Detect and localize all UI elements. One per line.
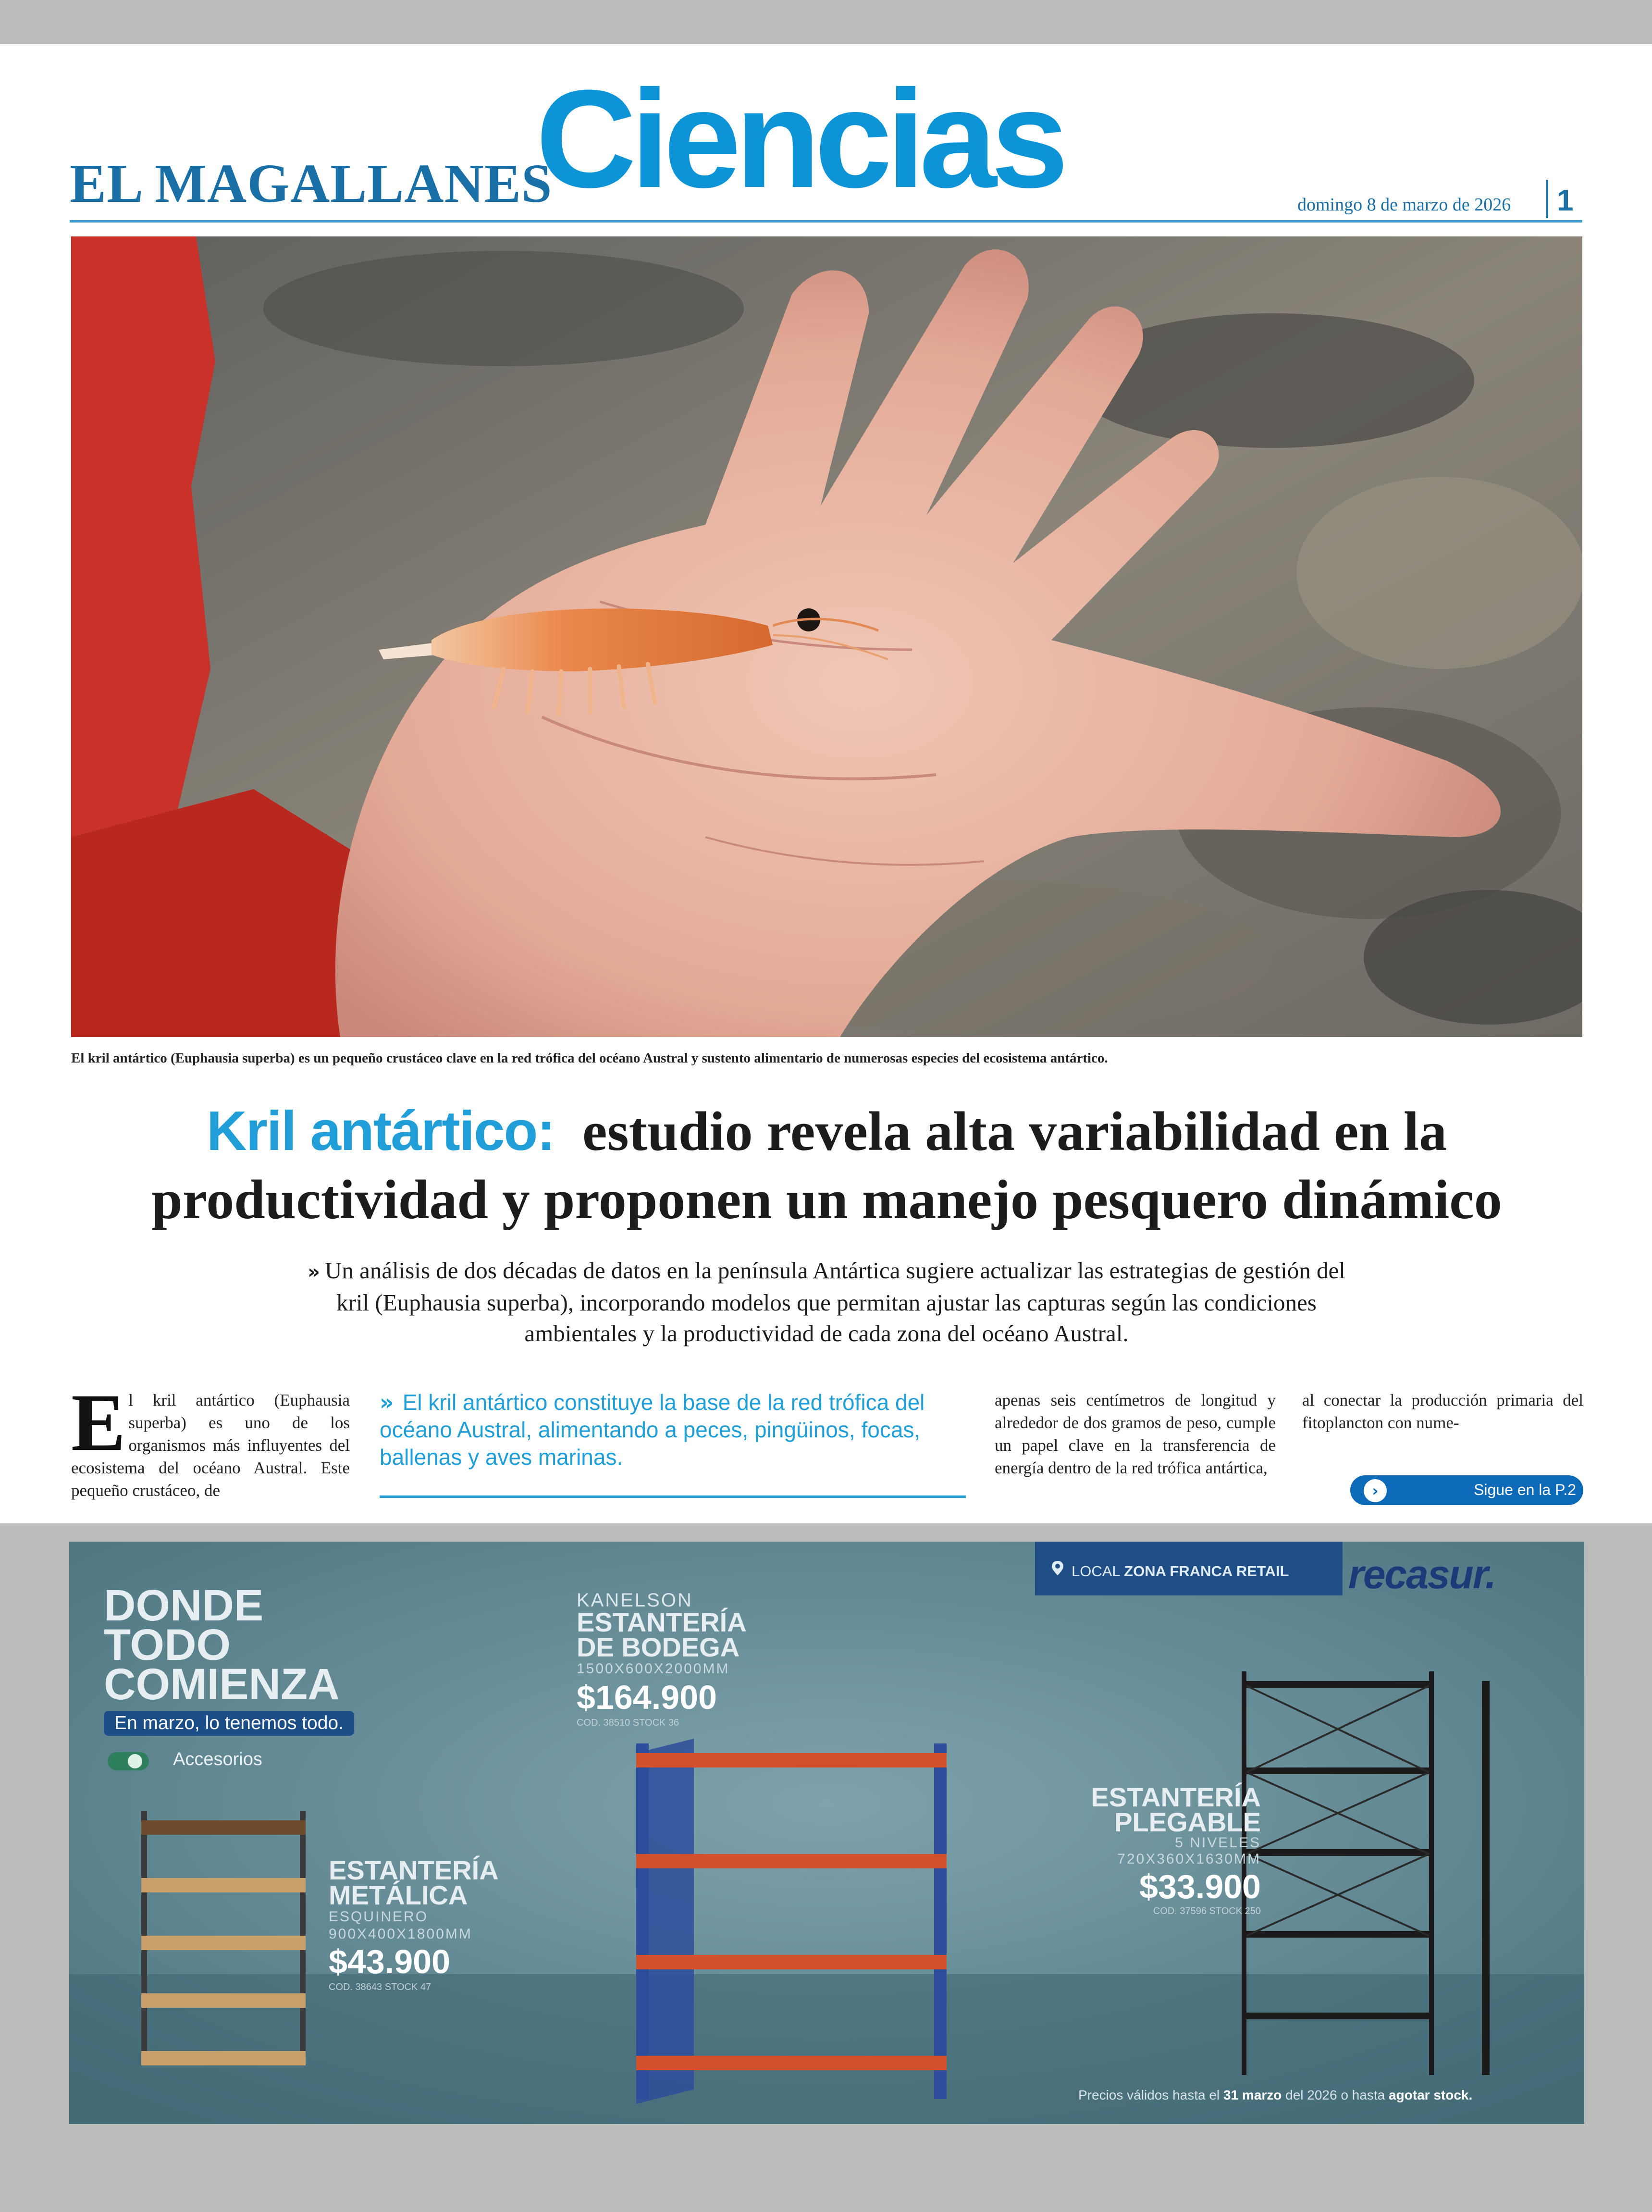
- product-price: $164.900: [577, 1679, 717, 1716]
- product-title-line: METÁLICA: [329, 1880, 468, 1910]
- masthead-rule: [70, 220, 1582, 222]
- pull-quote-text: El kril antártico constituye la base de la red trófica del océano Austral, alimentando a peces, pingüinos, focas, ballenas y aves marinas.: [380, 1390, 925, 1470]
- product-title-line: DE BODEGA: [577, 1632, 740, 1662]
- headline-text: estudio revela alta variabilidad en la productividad y proponen un manejo pesquero dinámico: [151, 1101, 1502, 1231]
- issue-date: domingo 8 de marzo de 2026: [1297, 195, 1511, 215]
- product-code: COD. 38643 STOCK 47: [329, 1982, 431, 1992]
- section-title: Ciencias: [536, 61, 1063, 217]
- location-pin-icon: [1049, 1560, 1066, 1576]
- location-prefix: LOCAL: [1072, 1563, 1120, 1580]
- ad-tagline: En marzo, lo tenemos todo.: [104, 1711, 354, 1736]
- product-code: COD. 37596 STOCK 250: [1153, 1906, 1261, 1916]
- drop-cap: E: [71, 1377, 126, 1468]
- pull-quote: [380, 1389, 966, 1471]
- product-dimensions: 900X400X1800MM: [329, 1926, 472, 1942]
- page-number: 1: [1557, 184, 1574, 217]
- product-title-line: ESTANTERÍA: [577, 1607, 747, 1637]
- product-title-line: PLEGABLE: [1114, 1807, 1261, 1837]
- product-subtitle: 5 NIVELES: [1175, 1835, 1261, 1851]
- product-block: [1011, 1782, 1261, 1917]
- chevron-right-icon: »: [308, 1261, 320, 1283]
- continue-label[interactable]: Sigue en la P.2: [1474, 1481, 1576, 1498]
- product-title: [329, 1855, 499, 1910]
- product-brand: KANELSON: [577, 1590, 693, 1611]
- masthead-divider: [1546, 180, 1548, 218]
- product-title: [577, 1607, 747, 1662]
- store-location: [1072, 1563, 1289, 1580]
- chevron-right-icon: ›: [1364, 1479, 1387, 1502]
- recasur-advertisement: [69, 1542, 1584, 2124]
- article-column-3: apenas seis centímetros de longitud y alrededor de dos gramos de peso, cumple un papel clave en la transferencia de energía dentro de la red trófica antártica,: [995, 1391, 1276, 1477]
- krill-photo-illustration: [71, 236, 1582, 1037]
- product-title-line: ESTANTERÍA: [329, 1855, 499, 1885]
- product-code: COD. 38510 STOCK 36: [577, 1718, 679, 1728]
- pull-quote-rule: [380, 1495, 966, 1498]
- product-title-line: ESTANTERÍA: [1091, 1782, 1261, 1812]
- product-title: [1011, 1782, 1261, 1837]
- krill-photo: [71, 236, 1582, 1037]
- headline-kicker: Kril antártico:: [206, 1100, 555, 1162]
- product-price: $43.900: [329, 1943, 451, 1980]
- location-name: ZONA FRANCA RETAIL: [1124, 1563, 1289, 1580]
- ad-headline: [104, 1581, 340, 1709]
- product-subtitle: ESQUINERO: [329, 1909, 429, 1925]
- article-column-1: [71, 1377, 350, 1502]
- footer-text: Precios válidos hasta el: [1078, 2088, 1220, 2102]
- summary-text: Un análisis de dos décadas de datos en la península Antártica sugiere actualizar las estrategias de gestión del kril (Euphausia superba), incorporando modelos que permitan ajustar las capturas según las condiciones ambientales y la productividad de cada zona del océano Austral.: [324, 1257, 1345, 1347]
- footer-date: 31 marzo: [1223, 2088, 1282, 2102]
- column-1-text: l kril antártico (Euphausia superba) es uno de los organismos más influyentes del ecosistema del océano Austral. Este pequeño crustáceo, de: [71, 1391, 350, 1500]
- ad-category-tab: Accesorios: [173, 1749, 262, 1769]
- recasur-logo: recasur.: [1348, 1552, 1496, 1597]
- footer-text: del 2026 o hasta: [1285, 2088, 1385, 2102]
- ad-footer-disclaimer: [1078, 2088, 1472, 2103]
- photo-caption: El kril antártico (Euphausia superba) es un pequeño crustáceo clave en la red trófica del océano Austral y sustento alimentario de numerosas especies del ecosistema antártico.: [71, 1050, 1108, 1066]
- ad-headline-line: DONDE: [104, 1581, 264, 1630]
- article-headline: [71, 1097, 1582, 1234]
- newspaper-brand: EL MAGALLANES: [70, 153, 553, 214]
- ad-headline-line: COMIENZA: [104, 1660, 340, 1709]
- product-dimensions: 720X360X1630MM: [1117, 1851, 1261, 1867]
- ad-headline-line: TODO: [104, 1620, 231, 1669]
- product-price: $33.900: [1139, 1868, 1261, 1905]
- double-chevron-icon: »: [380, 1389, 394, 1415]
- article-summary: [288, 1255, 1365, 1349]
- footer-text: agotar stock.: [1388, 2088, 1473, 2102]
- product-dimensions: 1500X600X2000MM: [577, 1661, 730, 1677]
- toggle-knob: [128, 1754, 142, 1768]
- article-column-4: al conectar la producción primaria del fitoplancton con nume-: [1302, 1391, 1583, 1432]
